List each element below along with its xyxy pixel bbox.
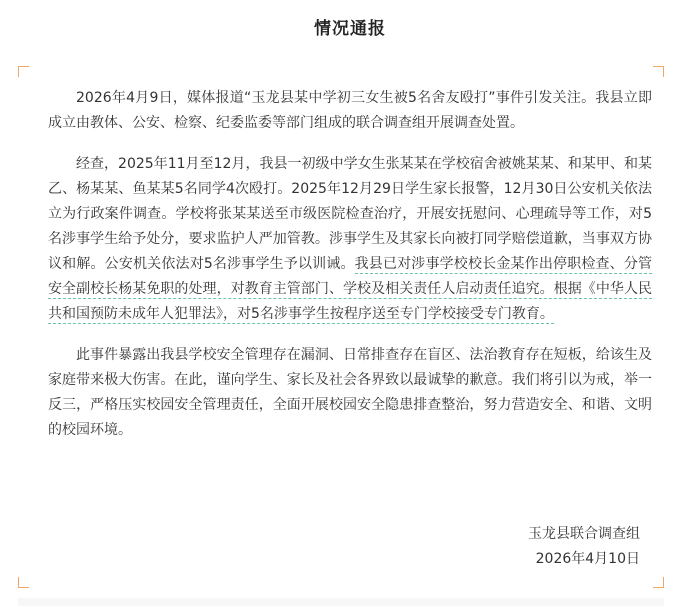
findings-highlighted-text: 我县已对涉事学校校长金某作出停职检查、分管安全副校长杨某免职的处理，对教育主管部门、学校及相关责任人启动责任追究。根据《中华人民共和国预防未成年人犯罪法》，对5名涉事学生按程序送至专门学校接受专门教育。: [48, 256, 653, 322]
frame-corner-top-left: [18, 66, 29, 77]
page-title: 情况通报: [314, 19, 386, 39]
findings-text: 经查，2025年11月至12月，我县一初级中学女生张某某在学校宿舍被姚某某、和某甲、和某乙、杨某某、鱼某某5名同学4次殴打。2025年12月29日学生家长报警，12月30日公安机关依法立为行政案件调查。学校将张某某送至市级医院检查治疗，开展安抚慰问、心理疏导等工作，对5名涉事学生给予处分，要求监护人严加管教。涉事学生及其家长向被打同学赔偿道歉，当事双方协议和解。公安机关依法对5名涉事学生予以训诫。: [48, 156, 652, 272]
paragraph-intro: 2026年4月9日，媒体报道“玉龙县某中学初三女生被5名舍友殴打”事件引发关注。我县立即成立由教体、公安、检察、纪委监委等部门组成的联合调查组开展调查处置。: [48, 90, 652, 131]
bottom-divider: [18, 598, 664, 606]
frame-corner-bottom-left: [18, 577, 29, 588]
signature-block: [528, 522, 640, 572]
frame-corner-bottom-right: [653, 577, 664, 588]
paragraph-findings: [48, 152, 652, 327]
notice-body: [48, 86, 652, 459]
frame-corner-top-right: [653, 66, 664, 77]
notice-frame: [18, 66, 664, 588]
signature-date: 2026年4月10日: [535, 551, 640, 567]
signature-org: 玉龙县联合调查组: [528, 526, 640, 542]
paragraph-apology: 此事件暴露出我县学校安全管理存在漏洞、日常排查存在盲区、法治教育存在短板，给该生及家庭带来极大伤害。在此，谨向学生、家长及社会各界致以最诚挚的歉意。我们将引以为戒，举一反三，严格压实校园安全管理责任，全面开展校园安全隐患排查整治，努力营造安全、和谐、文明的校园环境。: [48, 347, 652, 438]
